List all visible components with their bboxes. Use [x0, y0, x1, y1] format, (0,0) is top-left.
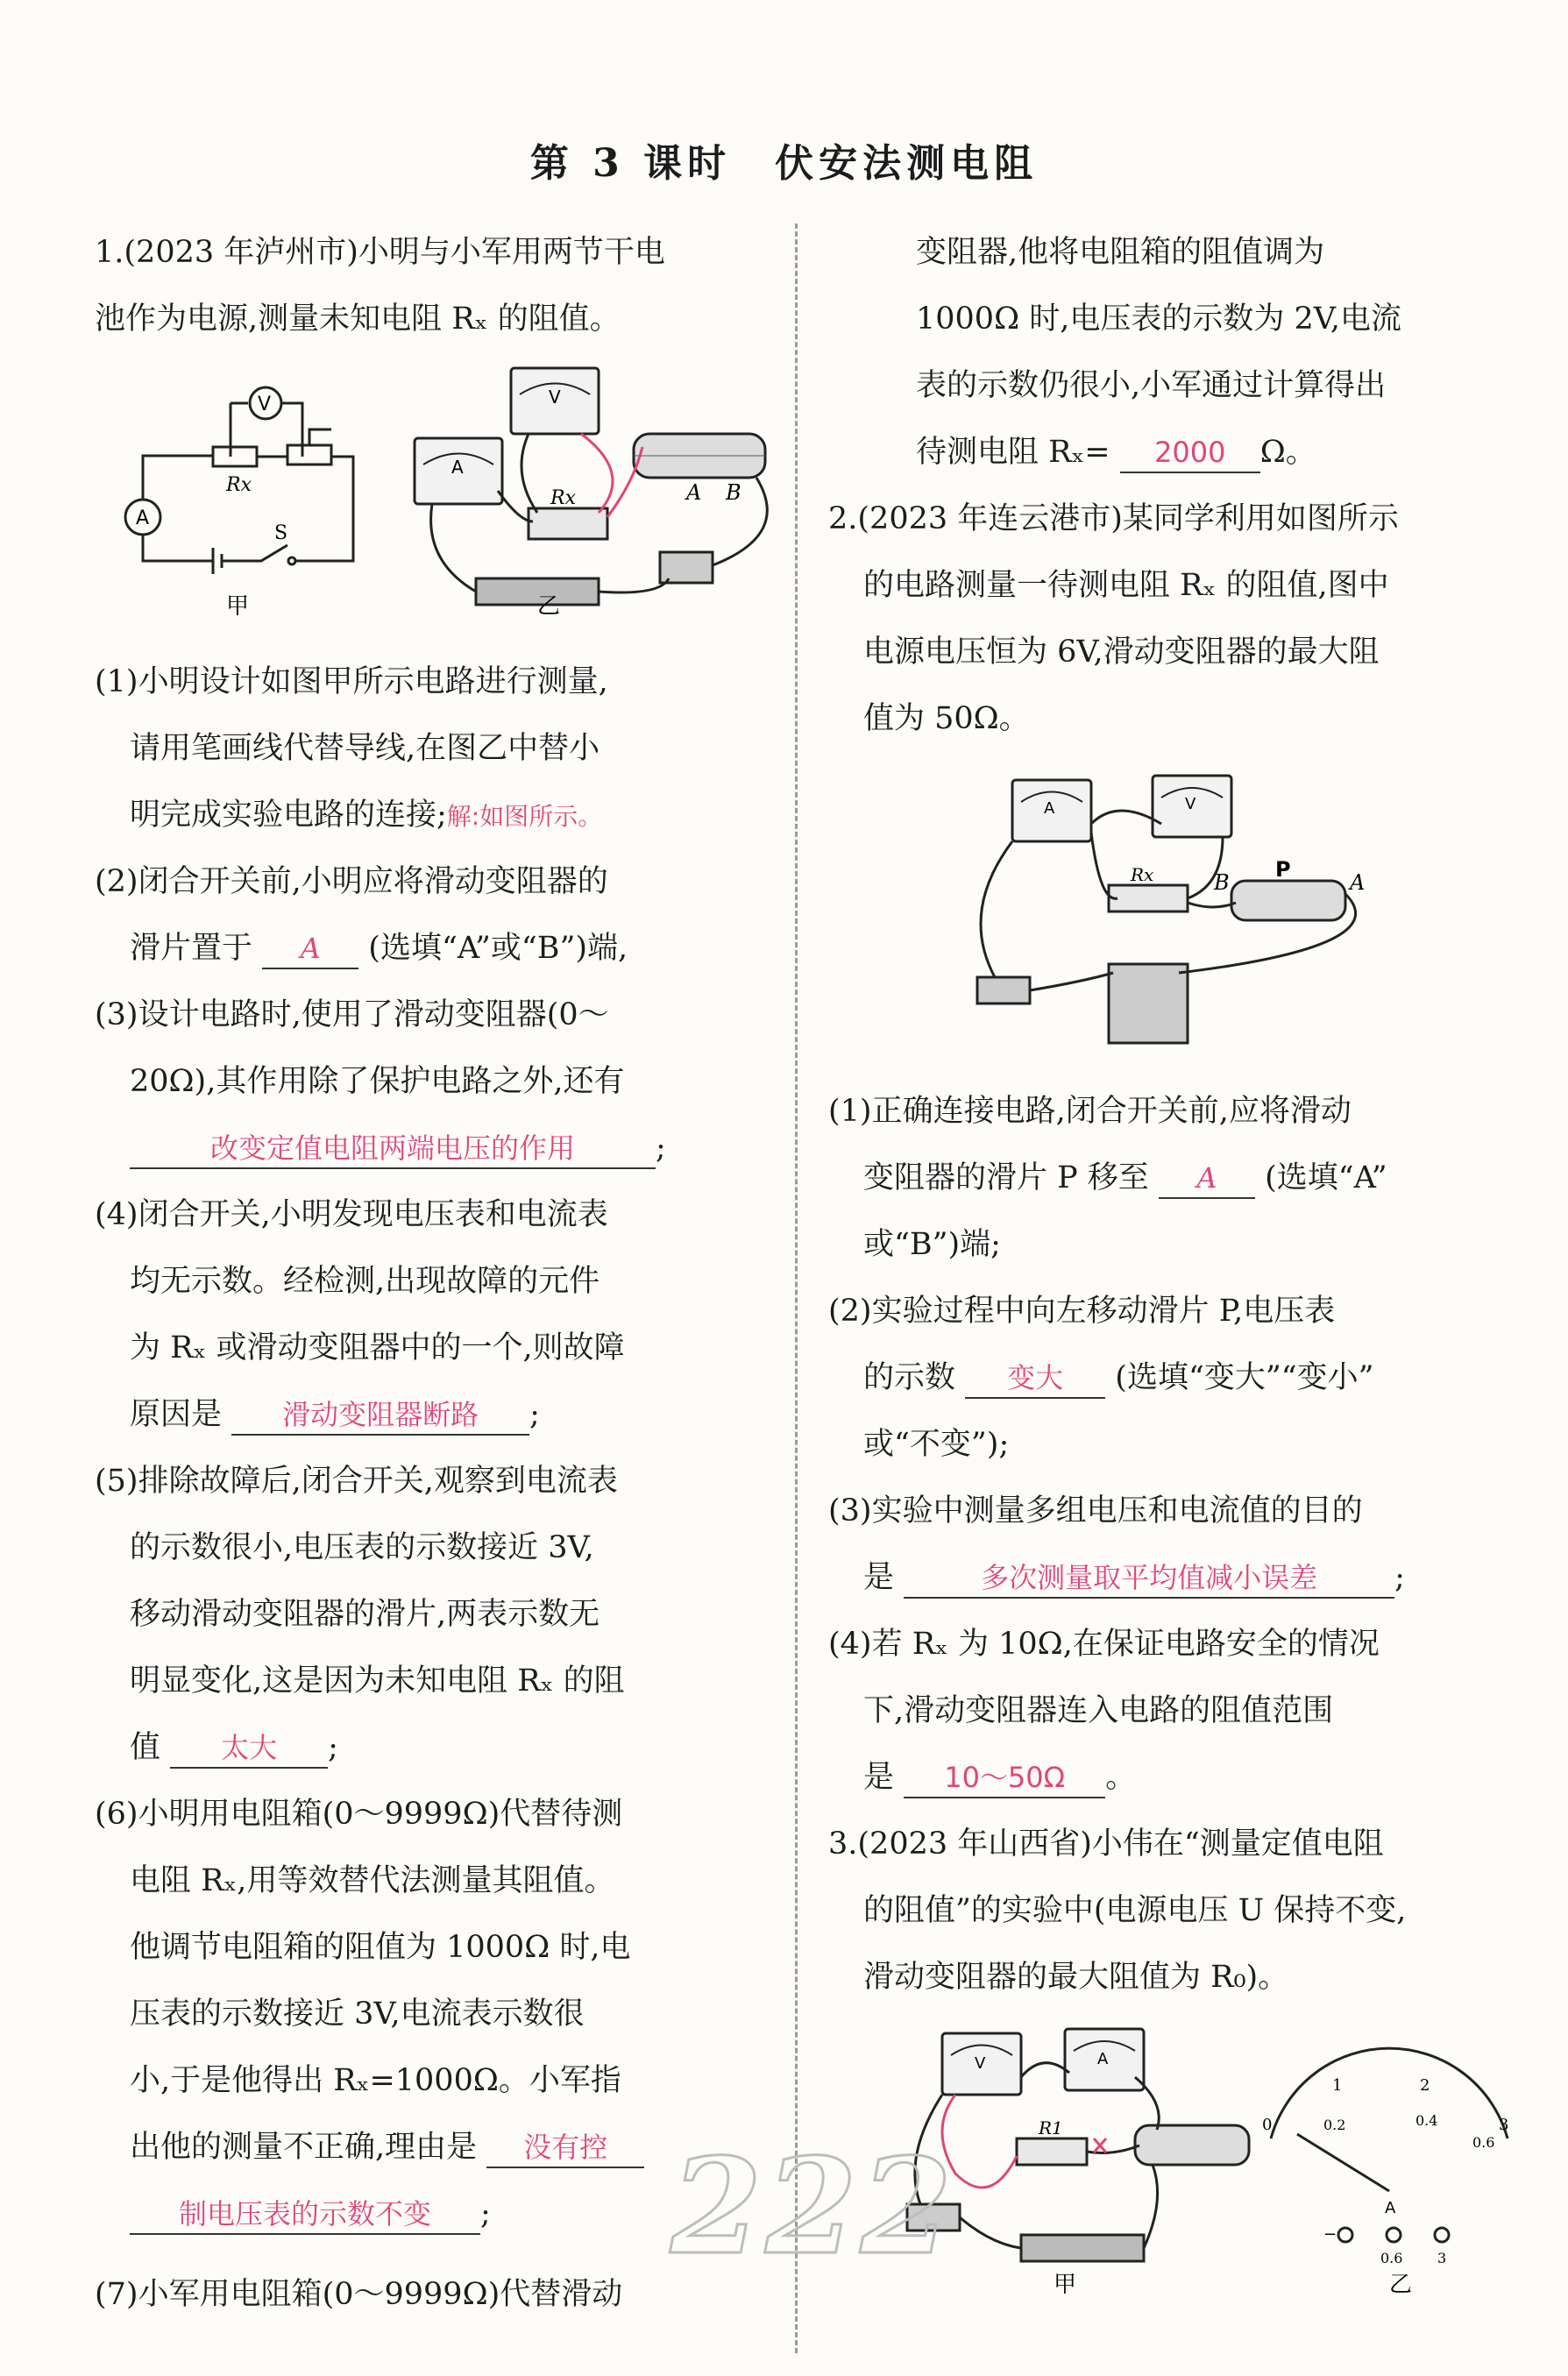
- q1-p4-a: (4)闭合开关,小明发现电压表和电流表: [95, 1197, 608, 1232]
- q2-p3-end: ;: [1394, 1560, 1405, 1595]
- q1-p4-d1: 原因是: [130, 1397, 223, 1432]
- q1-p5-answer: 太大: [170, 1728, 328, 1769]
- q1-line-2: 池作为电源,测量未知电阻 Rₓ 的阻值。: [95, 301, 621, 337]
- q1-p7-r4a: 待测电阻 Rₓ=: [916, 435, 1110, 470]
- q3-line-3: 滑动变阻器的最大阻值为 R₀)。: [863, 1960, 1289, 1995]
- q1-p2-b-line: [130, 915, 628, 982]
- q1-p7-r4b: Ω。: [1259, 435, 1316, 470]
- q2-p1-b2: (选填“A”: [1265, 1160, 1387, 1195]
- q1-p6-c: 他调节电阻箱的阻值为 1000Ω 时,电: [130, 1930, 631, 1965]
- q1-yi-rx-label: Rx: [550, 487, 576, 509]
- q1-p6-d: 压表的示数接近 3V,电流表示数很: [130, 1997, 585, 2032]
- q1-voltmeter-label: V: [258, 394, 272, 415]
- q2-p2-b2: (选填“变大”“变小”: [1115, 1360, 1374, 1395]
- q1-rx-label: Rx: [226, 474, 252, 496]
- q1-p1-b: 请用笔画线代替导线,在图乙中替小: [130, 731, 600, 766]
- q1-p6-g-line: [130, 2181, 491, 2247]
- q2-p2-b1: 的示数: [863, 1360, 956, 1395]
- q3-line-2: 的阻值”的实验中(电源电压 U 保持不变,: [863, 1893, 1407, 1928]
- q3-tick-2: 2: [1420, 2076, 1430, 2095]
- q1-p7-a: (7)小军用电阻箱(0～9999Ω)代替滑动: [95, 2277, 623, 2312]
- q1-p6-answer-1: 没有控: [486, 2128, 644, 2168]
- q2-p1-b-line: [863, 1145, 1387, 1211]
- q1-line-1: 1.(2023 年泸州市)小明与小军用两节干电: [95, 235, 665, 270]
- q1-p6-f1: 出他的测量不正确,理由是: [130, 2130, 478, 2165]
- q1-p4-answer: 滑动变阻器断路: [231, 1395, 529, 1436]
- q2-ammeter-label: A: [1044, 799, 1055, 818]
- q2-line-1: 2.(2023 年连云港市)某同学利用如图所示: [828, 501, 1399, 536]
- q2-p-label: P: [1275, 857, 1291, 882]
- q2-p3-a: (3)实验中测量多组电压和电流值的目的: [828, 1493, 1363, 1528]
- q2-p3-b1: 是: [863, 1560, 895, 1595]
- q1-fig-jia-caption: 甲: [226, 593, 250, 620]
- q1-p7-r2: 1000Ω 时,电压表的示数为 2V,电流: [916, 301, 1402, 337]
- q2-p2-b-line: [863, 1344, 1374, 1411]
- q1-switch-label: S: [274, 522, 288, 544]
- q1-p5-a: (5)排除故障后,闭合开关,观察到电流表: [95, 1464, 618, 1499]
- q2-line-3: 电源电压恒为 6V,滑动变阻器的最大阻: [863, 635, 1380, 670]
- q3-subtick-04: 0.4: [1415, 2112, 1438, 2129]
- q1-physical-yi: [415, 368, 767, 605]
- q1-p6-answer-2: 制电压表的示数不变: [130, 2195, 480, 2235]
- q2-p1-a: (1)正确连接电路,闭合开关前,应将滑动: [828, 1094, 1352, 1129]
- q3-tick-3: 3: [1499, 2116, 1509, 2134]
- q2-p4-answer: 10～50Ω: [904, 1758, 1105, 1798]
- q2-a-label: A: [1350, 870, 1366, 895]
- q1-yi-ammeter-label: A: [451, 457, 464, 478]
- q1-ammeter-label: A: [136, 507, 150, 529]
- q2-p2-a: (2)实验过程中向左移动滑片 P,电压表: [828, 1294, 1336, 1329]
- q2-line-2: 的电路测量一待测电阻 Rₓ 的阻值,图中: [863, 568, 1389, 603]
- page-title: 第 3 课时 伏安法测电阻: [529, 141, 1039, 186]
- q2-voltmeter-label: V: [1185, 795, 1196, 813]
- q1-p3-answer: 改变定值电阻两端电压的作用: [130, 1129, 656, 1169]
- q1-p5-e1: 值: [130, 1730, 161, 1765]
- q1-p1-note: 解:如图所示。: [446, 802, 603, 831]
- q1-p4-d-line: [130, 1381, 540, 1448]
- q3-r1-label: R1: [1039, 2117, 1063, 2138]
- q1-p3-c-line: [130, 1115, 666, 1181]
- q1-p1-a: (1)小明设计如图甲所示电路进行测量,: [95, 664, 608, 699]
- q2-p3-answer: 多次测量取平均值减小误差: [904, 1558, 1394, 1599]
- q1-p4-end: ;: [529, 1397, 540, 1432]
- q1-p6-a: (6)小明用电阻箱(0～9999Ω)代替待测: [95, 1797, 623, 1832]
- q2-p4-c1: 是: [863, 1760, 895, 1795]
- q2-circuit-figure: [960, 771, 1415, 1052]
- q2-p4-end: 。: [1105, 1760, 1137, 1795]
- q1-p7-r3: 表的示数仍很小,小军通过计算得出: [916, 368, 1387, 403]
- q1-p2-b2: (选填“A”或“B”)端,: [368, 931, 628, 966]
- q1-p3-end: ;: [656, 1131, 666, 1166]
- q1-p4-b: 均无示数。经检测,出现故障的元件: [130, 1264, 600, 1299]
- q2-p1-b1: 变阻器的滑片 P 移至: [863, 1160, 1149, 1195]
- q1-p7-r4-line: [916, 419, 1316, 486]
- q3-ammeter-label: A: [1097, 2050, 1109, 2068]
- q3-subtick-02: 0.2: [1323, 2117, 1346, 2133]
- q1-p6-end: ;: [480, 2196, 491, 2231]
- q3-circuit-figure: [903, 2025, 1516, 2296]
- q3-fig-yi-caption: 乙: [1389, 2272, 1413, 2298]
- q1-p5-b: 的示数很小,电压表的示数接近 3V,: [130, 1530, 594, 1565]
- q2-p4-c-line: [863, 1744, 1136, 1811]
- q2-p2-c: 或“不变”);: [863, 1427, 1010, 1462]
- q1-p4-c: 为 Rₓ 或滑动变阻器中的一个,则故障: [130, 1330, 625, 1365]
- q1-circuit-figure: [136, 359, 809, 622]
- q2-p3-b-line: [863, 1544, 1405, 1611]
- q1-p6-b: 电阻 Rₓ,用等效替代法测量其阻值。: [130, 1863, 615, 1898]
- q2-p1-c: 或“B”)端;: [863, 1227, 1001, 1262]
- q1-p7-r1: 变阻器,他将电阻箱的阻值调为: [916, 235, 1325, 270]
- q2-p4-b: 下,滑动变阻器连入电路的阻值范围: [863, 1693, 1334, 1728]
- q2-b-label: B: [1214, 870, 1230, 895]
- q1-fig-yi-caption: 乙: [537, 593, 561, 620]
- q1-p3-a: (3)设计电路时,使用了滑动变阻器(0～: [95, 997, 609, 1032]
- q2-p4-a: (4)若 Rₓ 为 10Ω,在保证电路安全的情况: [828, 1627, 1380, 1662]
- q1-p1-c: 明完成实验电路的连接;: [130, 798, 447, 833]
- q2-p1-answer: A: [1159, 1159, 1255, 1199]
- q1-p5-d: 明显变化,这是因为未知电阻 Rₓ 的阻: [130, 1663, 625, 1699]
- q3-voltmeter-label: V: [975, 2054, 986, 2073]
- q3-line-1: 3.(2023 年山西省)小伟在“测量定值电阻: [828, 1826, 1384, 1862]
- q3-terminal-06: 0.6: [1380, 2250, 1403, 2266]
- q1-yi-voltmeter-label: V: [549, 387, 561, 408]
- q1-p5-c: 移动滑动变阻器的滑片,两表示数无: [130, 1597, 600, 1632]
- q1-p7-answer: 2000: [1120, 433, 1260, 473]
- q3-tick-1: 1: [1332, 2076, 1343, 2095]
- q2-rx-label: Rx: [1131, 864, 1154, 885]
- q3-tick-0: 0: [1262, 2116, 1273, 2134]
- q1-p2-b1: 滑片置于: [130, 931, 253, 966]
- q1-p6-f-line: [130, 2114, 644, 2181]
- q1-p6-e: 小,于是他得出 Rₓ=1000Ω。小军指: [130, 2063, 621, 2098]
- page-number: 222: [670, 2130, 956, 2284]
- q3-fig-jia-caption: 甲: [1054, 2272, 1077, 2298]
- q1-p2-a: (2)闭合开关前,小明应将滑动变阻器的: [95, 864, 608, 899]
- q1-p3-b: 20Ω),其作用除了保护电路之外,还有: [130, 1064, 625, 1099]
- q3-terminal-3: 3: [1437, 2250, 1447, 2266]
- q1-p2-answer: A: [262, 929, 358, 969]
- q3-minus-terminal: −: [1323, 2225, 1337, 2244]
- q2-line-4: 值为 50Ω。: [863, 701, 1030, 736]
- q1-p5-e-line: [130, 1714, 338, 1781]
- q1-end-a-label: A: [686, 480, 702, 505]
- q3-meter-unit: A: [1385, 2199, 1396, 2217]
- q2-p2-answer: 变大: [965, 1358, 1105, 1399]
- q3-subtick-06: 0.6: [1472, 2134, 1495, 2151]
- q1-p5-end: ;: [328, 1730, 338, 1765]
- q1-end-b-label: B: [726, 480, 741, 505]
- q1-p1-c-line: [130, 782, 602, 850]
